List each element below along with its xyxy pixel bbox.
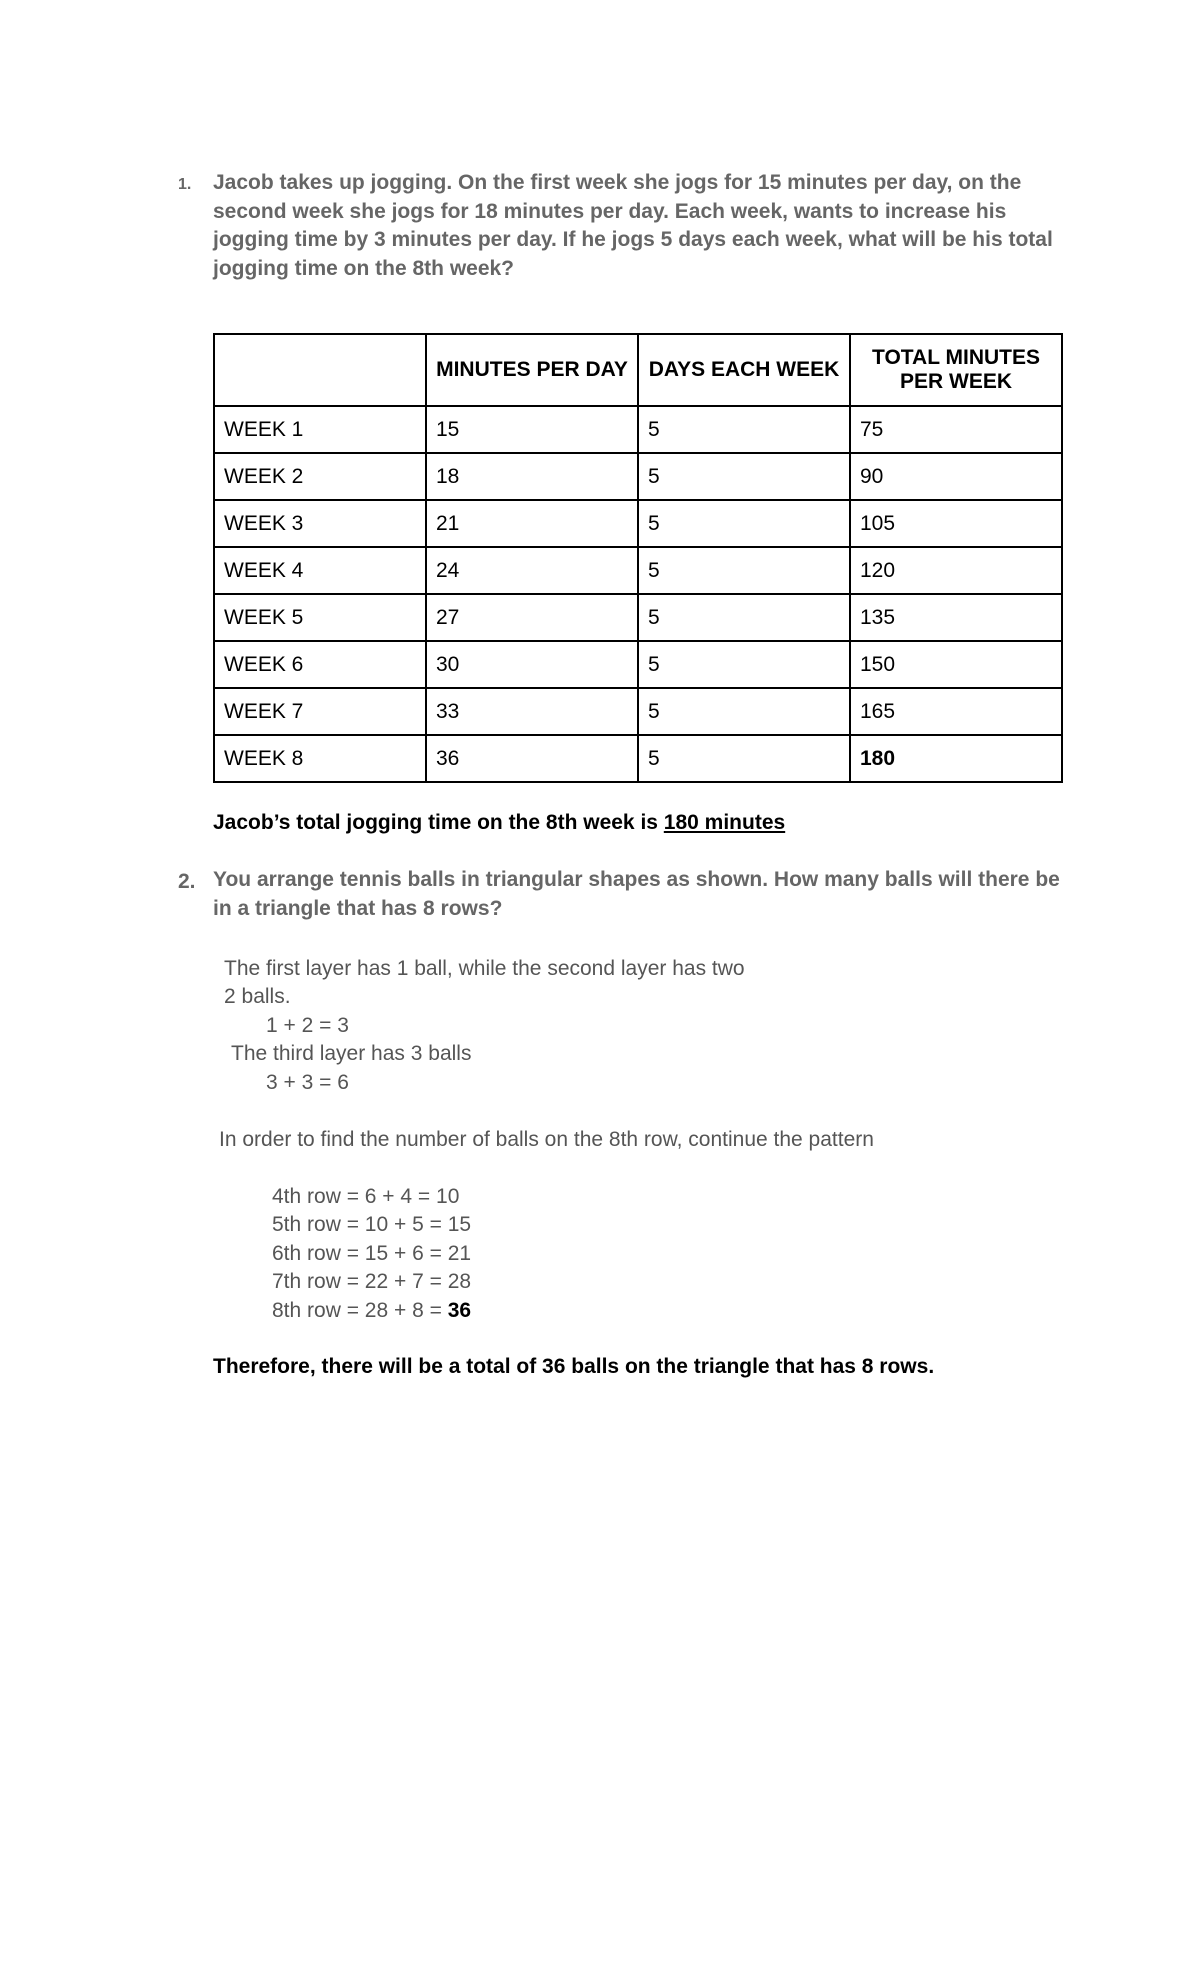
work-line-5: 3 + 3 = 6 [266, 1071, 349, 1094]
header-minutes-per-day: MINUTES PER DAY [426, 334, 638, 406]
week-label: WEEK 6 [214, 641, 426, 688]
table-row [214, 406, 1062, 453]
days-each-week: 5 [638, 453, 850, 500]
question-1-answer [213, 811, 785, 835]
days-each-week: 5 [638, 547, 850, 594]
question-2-answer: Therefore, there will be a total of 36 balls on the triangle that has 8 rows. [213, 1355, 935, 1378]
work-line-4: The third layer has 3 balls [231, 1042, 472, 1065]
minutes-per-day: 18 [426, 453, 638, 500]
week-label: WEEK 3 [214, 500, 426, 547]
pattern-row-4: 4th row = 6 + 4 = 10 [272, 1185, 460, 1208]
header-total-minutes-per-week: TOTAL MINUTES PER WEEK [850, 334, 1062, 406]
work-line-6: In order to find the number of balls on the 8th row, continue the pattern [219, 1128, 874, 1151]
total-minutes: 150 [850, 641, 1062, 688]
work-line-2: 2 balls. [224, 985, 291, 1008]
question-1-text: Jacob takes up jogging. On the first week she jogs for 15 minutes per day, on the second week she jogs for 18 minutes per day. Each week, wants to increase his jogging time by 3 minutes per day. If he jogs 5 days each week, what will be his total jogging time on the 8th week? [213, 171, 1053, 280]
week-label: WEEK 7 [214, 688, 426, 735]
minutes-per-day: 33 [426, 688, 638, 735]
table-row [214, 735, 1062, 782]
pattern-row-6: 6th row = 15 + 6 = 21 [272, 1242, 472, 1265]
header-days-each-week: DAYS EACH WEEK [638, 334, 850, 406]
minutes-per-day: 27 [426, 594, 638, 641]
days-each-week: 5 [638, 594, 850, 641]
work-line-3: 1 + 2 = 3 [266, 1014, 349, 1037]
table-row [214, 547, 1062, 594]
week-label: WEEK 4 [214, 547, 426, 594]
question-2-number: 2. [178, 870, 196, 893]
answer-1-prefix: Jacob’s total jogging time on the 8th week is [213, 811, 664, 834]
days-each-week: 5 [638, 688, 850, 735]
table-row [214, 641, 1062, 688]
minutes-per-day: 21 [426, 500, 638, 547]
table-row [214, 500, 1062, 547]
pattern-row-8-result: 36 [447, 1299, 472, 1322]
week-label: WEEK 8 [214, 735, 426, 782]
jogging-table [213, 333, 1063, 783]
total-minutes: 165 [850, 688, 1062, 735]
table-row [214, 688, 1062, 735]
minutes-per-day: 15 [426, 406, 638, 453]
header-cell-empty [214, 334, 426, 406]
total-minutes: 105 [850, 500, 1062, 547]
table-row [214, 594, 1062, 641]
days-each-week: 5 [638, 735, 850, 782]
pattern-row-5: 5th row = 10 + 5 = 15 [272, 1213, 472, 1236]
question-1-number: 1. [178, 176, 192, 193]
total-minutes: 135 [850, 594, 1062, 641]
pattern-row-8 [272, 1299, 471, 1323]
work-line-1: The first layer has 1 ball, while the second layer has two [224, 957, 745, 980]
question-2-text: You arrange tennis balls in triangular shapes as shown. How many balls will there be in a triangle that has 8 rows? [213, 868, 1060, 920]
total-minutes: 75 [850, 406, 1062, 453]
week-label: WEEK 2 [214, 453, 426, 500]
minutes-per-day: 36 [426, 735, 638, 782]
days-each-week: 5 [638, 406, 850, 453]
pattern-row-8-prefix: 8th row = 28 + 8 = [272, 1299, 448, 1322]
pattern-row-7: 7th row = 22 + 7 = 28 [272, 1270, 472, 1293]
total-minutes: 120 [850, 547, 1062, 594]
days-each-week: 5 [638, 500, 850, 547]
total-minutes-week-8: 180 [850, 735, 1062, 782]
week-label: WEEK 1 [214, 406, 426, 453]
week-label: WEEK 5 [214, 594, 426, 641]
minutes-per-day: 24 [426, 547, 638, 594]
total-minutes: 90 [850, 453, 1062, 500]
table-header-row [214, 334, 1062, 406]
days-each-week: 5 [638, 641, 850, 688]
table-row [214, 453, 1062, 500]
answer-1-value: 180 minutes [663, 811, 786, 834]
minutes-per-day: 30 [426, 641, 638, 688]
